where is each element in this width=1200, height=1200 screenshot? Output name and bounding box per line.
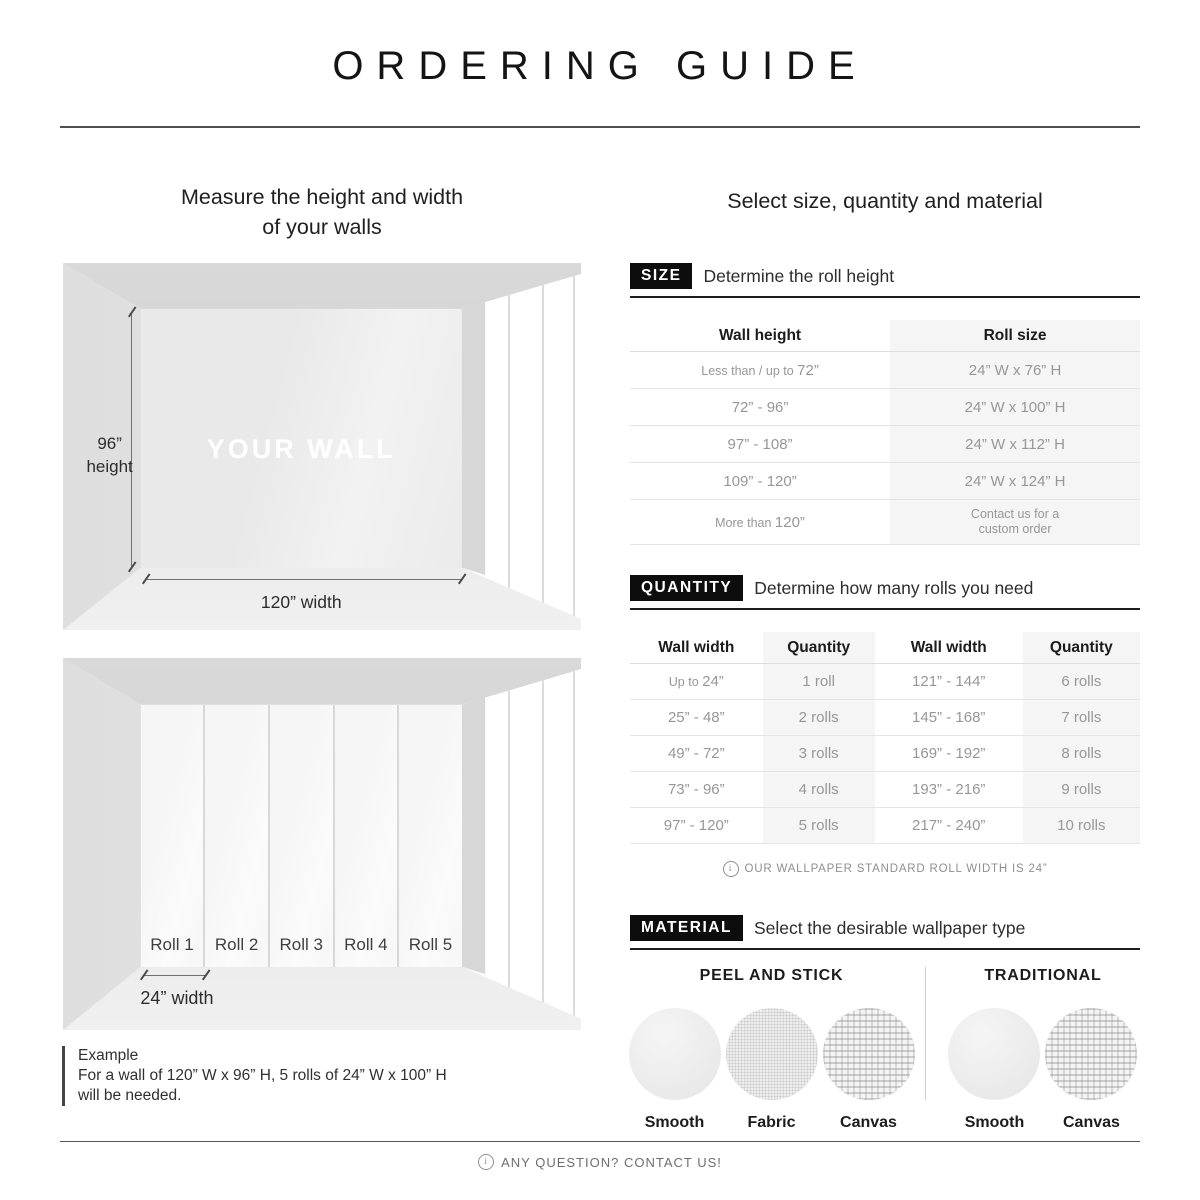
smooth-texture-icon xyxy=(629,1008,721,1100)
traditional-group xyxy=(946,967,1140,1132)
info-icon: i xyxy=(723,861,739,877)
roll-label: Roll 5 xyxy=(408,934,453,954)
col-quantity: Quantity xyxy=(763,632,875,664)
example-line2: will be needed. xyxy=(78,1087,182,1104)
roll-label: Roll 1 xyxy=(150,934,194,954)
wall-height-value: 72” - 96” xyxy=(731,398,789,416)
swatch-fabric xyxy=(726,1008,818,1132)
swatch-label: Canvas xyxy=(1063,1114,1120,1131)
table-row xyxy=(630,736,1140,772)
table-row xyxy=(630,700,1140,736)
roll-label: Roll 4 xyxy=(344,934,388,954)
quantity-value: 8 rolls xyxy=(1023,736,1140,772)
roll-size-value: 24” W x 112” H xyxy=(890,426,1140,463)
wall-width-value: 24” xyxy=(702,673,724,690)
window-mullion xyxy=(573,263,575,630)
wallpaper-roll-panels xyxy=(141,705,462,967)
swatch-row xyxy=(948,1008,1137,1132)
table-row xyxy=(630,352,1140,389)
col-wall-height: Wall height xyxy=(630,320,890,352)
material-section-title: Select the desirable wallpaper type xyxy=(753,917,1026,938)
swatch-canvas xyxy=(823,1008,915,1132)
swatch-label: Smooth xyxy=(964,1114,1025,1131)
wall-height-value: 120” xyxy=(774,513,805,531)
page-title: ORDERING GUIDE xyxy=(332,44,868,88)
roll-panel xyxy=(399,705,462,967)
window-mullion xyxy=(573,658,575,1030)
roll-label: Roll 2 xyxy=(214,934,259,954)
info-icon: i xyxy=(478,1154,494,1170)
wall-width-value: 121” - 144” xyxy=(875,664,1023,700)
wall-width-value: 169” - 192” xyxy=(875,736,1023,772)
height-dimension-label xyxy=(76,432,143,478)
quantity-value: 4 rolls xyxy=(763,772,875,808)
width-dimension-line xyxy=(145,579,461,580)
smooth-texture-icon xyxy=(948,1008,1040,1100)
col-wall-width: Wall width xyxy=(630,632,763,664)
left-column-heading xyxy=(63,182,581,242)
wall-width-value: 217” - 240” xyxy=(875,808,1023,844)
table-row xyxy=(630,664,1140,700)
quantity-value: 7 rolls xyxy=(1023,700,1140,736)
quantity-section-title: Determine how many rolls you need xyxy=(754,577,1034,598)
table-header-row xyxy=(630,320,1140,352)
roll-size-value xyxy=(890,500,1140,545)
wall-width-value: 97” - 120” xyxy=(663,817,729,834)
table-header-row xyxy=(630,632,1140,664)
your-wall-label: YOUR WALL xyxy=(206,433,396,464)
height-value: 96” xyxy=(97,433,122,453)
example-block xyxy=(62,1046,598,1106)
wall-width-prefix: Up to xyxy=(668,675,703,689)
wall-height-value: 109” - 120” xyxy=(723,472,797,490)
example-line1: For a wall of 120” W x 96” H, 5 rolls of 24” W x 100” H xyxy=(78,1067,447,1084)
roll-width-note xyxy=(630,861,1140,877)
roll-panel xyxy=(205,705,268,967)
table-row xyxy=(630,389,1140,426)
wall-width-value: 145” - 168” xyxy=(875,700,1023,736)
quantity-value: 2 rolls xyxy=(763,700,875,736)
material-options xyxy=(630,967,1140,1132)
canvas-texture-icon xyxy=(1045,1008,1137,1100)
roll-size-value: 24” W x 100” H xyxy=(890,389,1140,426)
quantity-value: 1 roll xyxy=(763,664,875,700)
roll-width-dimension-label: 24” width xyxy=(140,988,214,1009)
material-group-divider xyxy=(925,967,926,1100)
material-section xyxy=(630,915,1140,1132)
quantity-value: 5 rolls xyxy=(763,808,875,844)
left-heading-line2: of your walls xyxy=(262,215,382,239)
title-divider xyxy=(60,126,1140,128)
wall-height-prefix: More than xyxy=(715,515,775,530)
wall-width-value: 193” - 216” xyxy=(875,772,1023,808)
swatch-canvas xyxy=(1045,1008,1137,1132)
table-row xyxy=(630,808,1140,844)
roll-label: Roll 3 xyxy=(279,934,323,954)
roll-panel xyxy=(141,705,204,967)
quantity-section-header xyxy=(630,575,1140,610)
wall-width-value: 25” - 48” xyxy=(667,709,725,726)
material-badge: MATERIAL xyxy=(630,915,743,941)
custom-order-text: Contact us for a custom order xyxy=(970,507,1060,536)
quantity-value: 6 rolls xyxy=(1023,664,1140,700)
left-heading-line1: Measure the height and width xyxy=(180,185,464,209)
wall-height-prefix: Less than / up to xyxy=(701,363,798,378)
example-title: Example xyxy=(78,1047,139,1064)
fabric-texture-icon xyxy=(726,1008,818,1100)
wall-width-value: 49” - 72” xyxy=(667,745,725,762)
swatch-smooth xyxy=(629,1008,721,1132)
size-section-title: Determine the roll height xyxy=(703,265,895,286)
roll-width-note-text: OUR WALLPAPER STANDARD ROLL WIDTH IS 24” xyxy=(744,863,1048,875)
table-row xyxy=(630,463,1140,500)
table-row xyxy=(630,426,1140,463)
table-row xyxy=(630,500,1140,545)
wall-height-value: 97” - 108” xyxy=(727,435,793,453)
size-section xyxy=(630,263,1140,545)
table-row xyxy=(630,772,1140,808)
wall-height-value: 72” xyxy=(797,361,819,379)
width-dimension-label: 120” width xyxy=(260,592,342,613)
window-mullion xyxy=(508,263,510,630)
material-section-header xyxy=(630,915,1140,950)
swatch-label: Canvas xyxy=(840,1114,897,1131)
room-illustration-rolls xyxy=(63,658,581,1030)
quantity-table xyxy=(630,632,1140,844)
footer-contact-text: ANY QUESTION? CONTACT US! xyxy=(501,1154,722,1170)
size-badge: SIZE xyxy=(630,263,692,289)
peel-and-stick-group xyxy=(630,967,913,1132)
quantity-badge: QUANTITY xyxy=(630,575,743,601)
canvas-texture-icon xyxy=(823,1008,915,1100)
quantity-value: 3 rolls xyxy=(763,736,875,772)
col-quantity: Quantity xyxy=(1023,632,1140,664)
swatch-row xyxy=(629,1008,915,1132)
swatch-label: Smooth xyxy=(644,1114,705,1131)
height-word: height xyxy=(86,456,133,476)
window-mullion xyxy=(508,658,510,1030)
col-roll-size: Roll size xyxy=(890,320,1140,352)
size-section-header xyxy=(630,263,1140,298)
col-wall-width: Wall width xyxy=(875,632,1023,664)
roll-panel xyxy=(335,705,398,967)
peel-and-stick-title: PEEL AND STICK xyxy=(699,967,844,984)
footer-contact xyxy=(0,1154,1200,1170)
roll-size-value: 24” W x 124” H xyxy=(890,463,1140,500)
quantity-section xyxy=(630,575,1140,877)
roll-width-dimension-line xyxy=(143,975,205,976)
roll-size-value: 24” W x 76” H xyxy=(890,352,1140,389)
window-mullion xyxy=(542,658,544,1030)
right-column-heading: Select size, quantity and material xyxy=(727,189,1043,213)
quantity-value: 9 rolls xyxy=(1023,772,1140,808)
window-mullion xyxy=(542,263,544,630)
traditional-title: TRADITIONAL xyxy=(984,967,1102,984)
swatch-smooth xyxy=(948,1008,1040,1132)
roll-panel xyxy=(270,705,333,967)
swatch-label: Fabric xyxy=(747,1114,796,1131)
size-table xyxy=(630,320,1140,545)
footer-divider xyxy=(60,1141,1140,1142)
room-illustration-your-wall xyxy=(63,263,581,630)
quantity-value: 10 rolls xyxy=(1023,808,1140,844)
wall-width-value: 73” - 96” xyxy=(667,781,725,798)
